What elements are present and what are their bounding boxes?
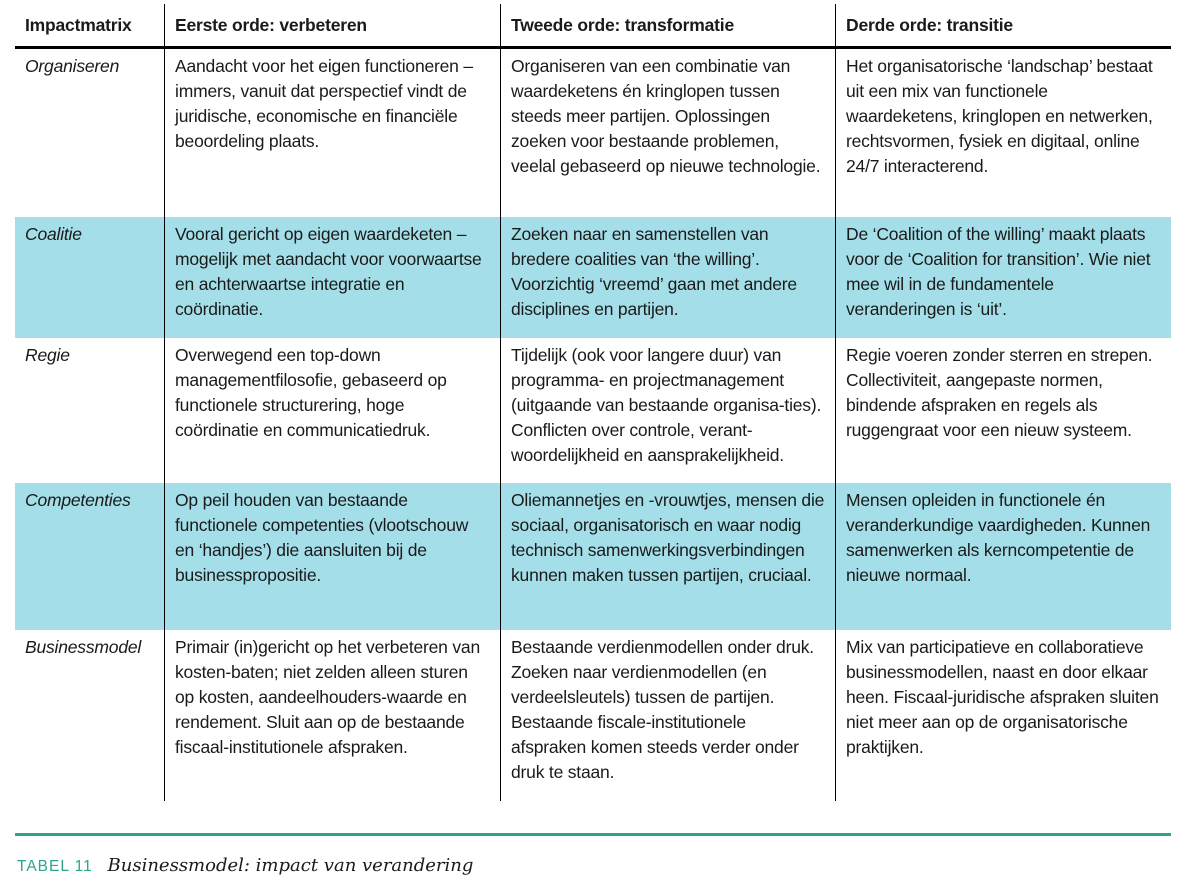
table-cell: Primair (in)gericht op het verbeteren van kosten-baten; niet zelden alleen sturen op kosten, aandeelhouders-waarde en rendement. Sluit aan op de bestaande fiscaal-institutionele afspraken. (164, 630, 500, 801)
table-cell: Regie voeren zonder sterren en strepen. Collectiviteit, aangepaste normen, bindende afspraken en regels als ruggengraat voor een nieuw systeem. (835, 338, 1171, 483)
table-cell: Vooral gericht op eigen waardeketen – mogelijk met aandacht voor voorwaartse en achterwaartse integratie en coördinatie. (164, 217, 500, 338)
table-cell: Aandacht voor het eigen functioneren – immers, vanuit dat perspectief vindt de juridische, economische en financiële beoordeling plaats. (164, 49, 500, 217)
row-label: Coalitie (25, 224, 82, 244)
caption-title: Businessmodel: impact van verandering (107, 855, 474, 876)
caption-divider (15, 833, 1171, 836)
table-cell: Het organisatorische ‘landschap’ bestaat uit een mix van functionele waardeketens, kringlopen en netwerken, rechtsvormen, fysiek en digitaal, online 24/7 interacterend. (835, 49, 1171, 217)
row-label: Businessmodel (25, 637, 142, 657)
table-cell: Tijdelijk (ook voor langere duur) van programma- en projectmanagement (uitgaande van bestaande organisa-ties). Conflicten over controle, verant-woordelijkheid en aansprakelijkheid. (500, 338, 835, 483)
table-cell: Oliemannetjes en -vrouwtjes, mensen die sociaal, organisatorisch en waar nodig technisch samenwerkingsverbindingen kunnen maken tussen partijen, cruciaal. (500, 483, 835, 630)
table-caption (17, 852, 473, 880)
table-cell: Mix van participatieve en collaboratieve businessmodellen, naast en door elkaar heen. Fiscaal-juridische afspraken sluiten niet meer aan op de organisatorische praktijken. (835, 630, 1171, 801)
table-row-businessmodel (15, 630, 1171, 801)
row-label: Organiseren (25, 56, 120, 76)
table-cell: Zoeken naar en samenstellen van bredere coalities van ‘the willing’. Voorzichtig ‘vreemd’ gaan met andere disciplines en partijen. (500, 217, 835, 338)
table-cell: Mensen opleiden in functionele én veranderkundige vaardigheden. Kunnen samenwerken als kerncompetentie de nieuwe normaal. (835, 483, 1171, 630)
impact-matrix-table (15, 4, 1171, 801)
table-row-organiseren (15, 49, 1171, 217)
table-cell: De ‘Coalition of the willing’ maakt plaats voor de ‘Coalition for transition’. Wie niet mee wil in de fundamentele veranderingen is ‘uit’. (835, 217, 1171, 338)
table-cell: Bestaande verdienmodellen onder druk. Zoeken naar verdienmodellen (en verdeelsleutels) tussen de partijen. Bestaande fiscale-institutionele afspraken komen steeds verder onder druk te staan. (500, 630, 835, 801)
table-header-row (15, 4, 1171, 49)
row-label: Competenties (25, 490, 131, 510)
header-eerste-orde: Eerste orde: verbeteren (164, 4, 500, 46)
table-row-competenties (15, 483, 1171, 630)
caption-number: TABEL 11 (17, 858, 93, 875)
table-cell: Organiseren van een combinatie van waardeketens én kringlopen tussen steeds meer partijen. Oplossingen zoeken voor bestaande problemen, veelal gebaseerd op nieuwe technologie. (500, 49, 835, 217)
row-label: Regie (25, 345, 70, 365)
header-derde-orde: Derde orde: transitie (835, 4, 1171, 46)
table-cell: Overwegend een top-down managementfilosofie, gebaseerd op functionele structurering, hoge coördinatie en communicatiedruk. (164, 338, 500, 483)
header-tweede-orde: Tweede orde: transformatie (500, 4, 835, 46)
table-row-regie (15, 338, 1171, 483)
table-row-coalitie (15, 217, 1171, 338)
header-impactmatrix: Impactmatrix (25, 15, 132, 35)
table-cell: Op peil houden van bestaande functionele competenties (vlootschouw en ‘handjes’) die aansluiten bij de businesspropositie. (164, 483, 500, 630)
